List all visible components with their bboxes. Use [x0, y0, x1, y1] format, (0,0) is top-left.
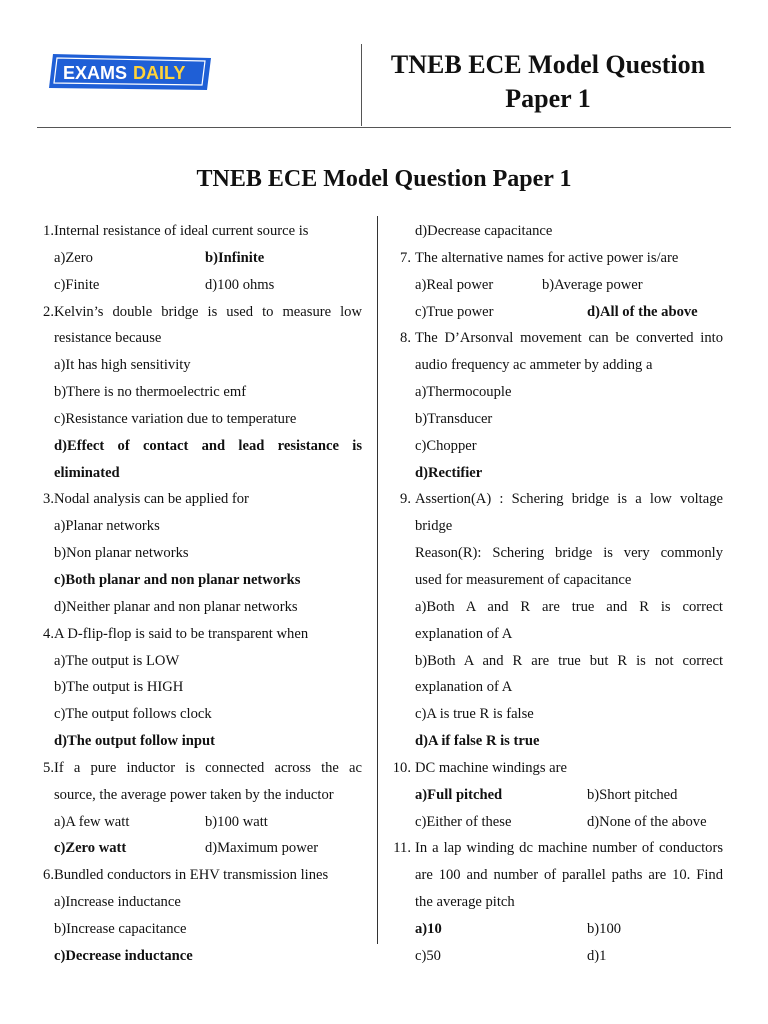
option-c: c)Chopper: [415, 437, 477, 454]
question-8: [389, 325, 723, 352]
question-text: DC machine windings are: [415, 759, 567, 776]
option-b: b)Both A and R are true but R is not correct: [415, 652, 723, 669]
left-column: [30, 218, 362, 970]
option-d: d)Maximum power: [205, 840, 319, 857]
option-b: b)Non planar networks: [54, 545, 189, 562]
question-text: Reason(R): Schering bridge is very commonly: [415, 545, 723, 562]
question-text: Assertion(A) : Schering bridge is a low voltage: [415, 491, 723, 508]
question-3: [30, 486, 362, 513]
logo-text-daily: DAILY: [133, 63, 186, 83]
option-b: b)Short pitched: [587, 786, 678, 803]
option-row: [389, 299, 723, 326]
option-d: d)1: [587, 947, 607, 964]
question-text: audio frequency ac ammeter by adding a: [415, 357, 653, 374]
question-text: A D-flip-flop is said to be transparent when: [54, 625, 309, 642]
option-b-cont: explanation of A: [415, 679, 513, 696]
column-divider: [377, 216, 378, 944]
option-d-answer: d)All of the above: [587, 303, 698, 320]
question-10: [389, 755, 723, 782]
question-7: [389, 245, 723, 272]
question-number: 9.: [400, 491, 411, 508]
header-title-line1: TNEB ECE Model Question: [390, 50, 706, 79]
option-b: b)Transducer: [415, 410, 493, 427]
option-b-answer: b)Infinite: [205, 249, 265, 266]
question-number: 10.: [392, 759, 411, 776]
question-number: 2.: [43, 303, 54, 320]
header-rule: [37, 127, 731, 128]
question-text: If a pure inductor is connected across the ac: [54, 759, 362, 776]
option-a: a)Increase inductance: [54, 894, 181, 911]
option-a: a)Real power: [415, 276, 494, 293]
option-a: a)The output is LOW: [54, 652, 180, 669]
option-a-answer: a)Full pitched: [415, 786, 503, 803]
question-text: Bundled conductors in EHV transmission lines: [54, 867, 329, 884]
option-c: c)50: [415, 947, 441, 964]
option-d-answer-cont: eliminated: [54, 464, 120, 481]
question-4: [30, 621, 362, 648]
question-text: The alternative names for active power is/are: [415, 249, 679, 266]
question-number: 5.: [43, 759, 54, 776]
header-divider: [361, 44, 362, 126]
option-c: c)A is true R is false: [415, 706, 534, 723]
question-number: 8.: [400, 330, 411, 347]
question-number: 1.: [43, 223, 54, 239]
option-b: b)100: [587, 920, 622, 937]
option-c: c)True power: [415, 303, 494, 320]
option-a-cont: explanation of A: [415, 625, 513, 642]
question-text: The D’Arsonval movement can be converted into: [415, 330, 723, 347]
option-row: [30, 272, 362, 299]
header-title-line2: Paper 1: [505, 84, 591, 113]
question-number: 7.: [400, 249, 411, 266]
option-row: [389, 782, 723, 809]
question-text: resistance because: [54, 330, 162, 347]
question-text: source, the average power taken by the inductor: [54, 786, 334, 803]
question-text: bridge: [415, 518, 453, 535]
option-d: d)Neither planar and non planar networks: [54, 598, 298, 615]
question-number: 11.: [393, 840, 411, 857]
option-c-answer: c)Zero watt: [54, 840, 127, 857]
option-d: d)Decrease capacitance: [415, 223, 553, 239]
option-row: [30, 835, 362, 862]
option-a: a)Both A and R are true and R is correct: [415, 598, 723, 615]
question-number: 3.: [43, 491, 54, 508]
option-a: a)Zero: [54, 249, 93, 266]
question-text: Kelvin’s double bridge is used to measure low: [54, 303, 362, 320]
option-b: b)Average power: [542, 276, 643, 293]
option-a: a)Thermocouple: [415, 384, 512, 401]
right-column: [389, 218, 723, 970]
option-b: b)There is no thermoelectric emf: [54, 384, 247, 401]
question-text: the average pitch: [415, 894, 515, 911]
option-d-answer: d)Effect of contact and lead resistance is: [54, 437, 362, 454]
question-text: are 100 and number of parallel paths are 10. Find: [415, 867, 723, 884]
option-c: c)Resistance variation due to temperature: [54, 410, 297, 427]
option-d-answer: d)Rectifier: [415, 464, 483, 481]
logo-text-exams: EXAMS: [63, 63, 128, 83]
option-d: d)100 ohms: [205, 276, 275, 293]
option-b: b)100 watt: [205, 813, 268, 830]
question-text: Internal resistance of ideal current source is: [54, 223, 309, 239]
option-c: c)Either of these: [415, 813, 512, 830]
question-number: 6.: [43, 867, 54, 884]
option-row: [389, 809, 723, 836]
question-11: [389, 835, 723, 862]
option-a: a)Planar networks: [54, 518, 160, 535]
question-text: Nodal analysis can be applied for: [54, 491, 249, 508]
option-row: [389, 916, 723, 943]
option-c: c)The output follows clock: [54, 706, 212, 723]
option-b: b)The output is HIGH: [54, 679, 184, 696]
option-b: b)Increase capacitance: [54, 920, 187, 937]
page-title: TNEB ECE Model Question Paper 1: [196, 166, 572, 192]
option-row: [389, 272, 723, 299]
question-text: used for measurement of capacitance: [415, 571, 632, 588]
question-text: In a lap winding dc machine number of conductors: [415, 840, 723, 857]
option-c: c)Finite: [54, 276, 100, 293]
option-c-answer: c)Decrease inductance: [54, 947, 193, 964]
option-row: [30, 809, 362, 836]
option-row: [389, 943, 723, 970]
header-title: [378, 48, 718, 116]
question-1: [30, 218, 362, 245]
exams-daily-logo: [47, 50, 215, 94]
option-a: a)It has high sensitivity: [54, 357, 191, 374]
option-a: a)A few watt: [54, 813, 130, 830]
option-c-answer: c)Both planar and non planar networks: [54, 571, 301, 588]
option-d: d)None of the above: [587, 813, 707, 830]
question-number: 4.: [43, 625, 54, 642]
option-d-answer: d)A if false R is true: [415, 733, 540, 750]
question-9: [389, 486, 723, 513]
question-2: [30, 299, 362, 326]
question-6: [30, 862, 362, 889]
option-row: [30, 245, 362, 272]
question-5: [30, 755, 362, 782]
option-a-answer: a)10: [415, 920, 442, 937]
option-d-answer: d)The output follow input: [54, 733, 215, 750]
